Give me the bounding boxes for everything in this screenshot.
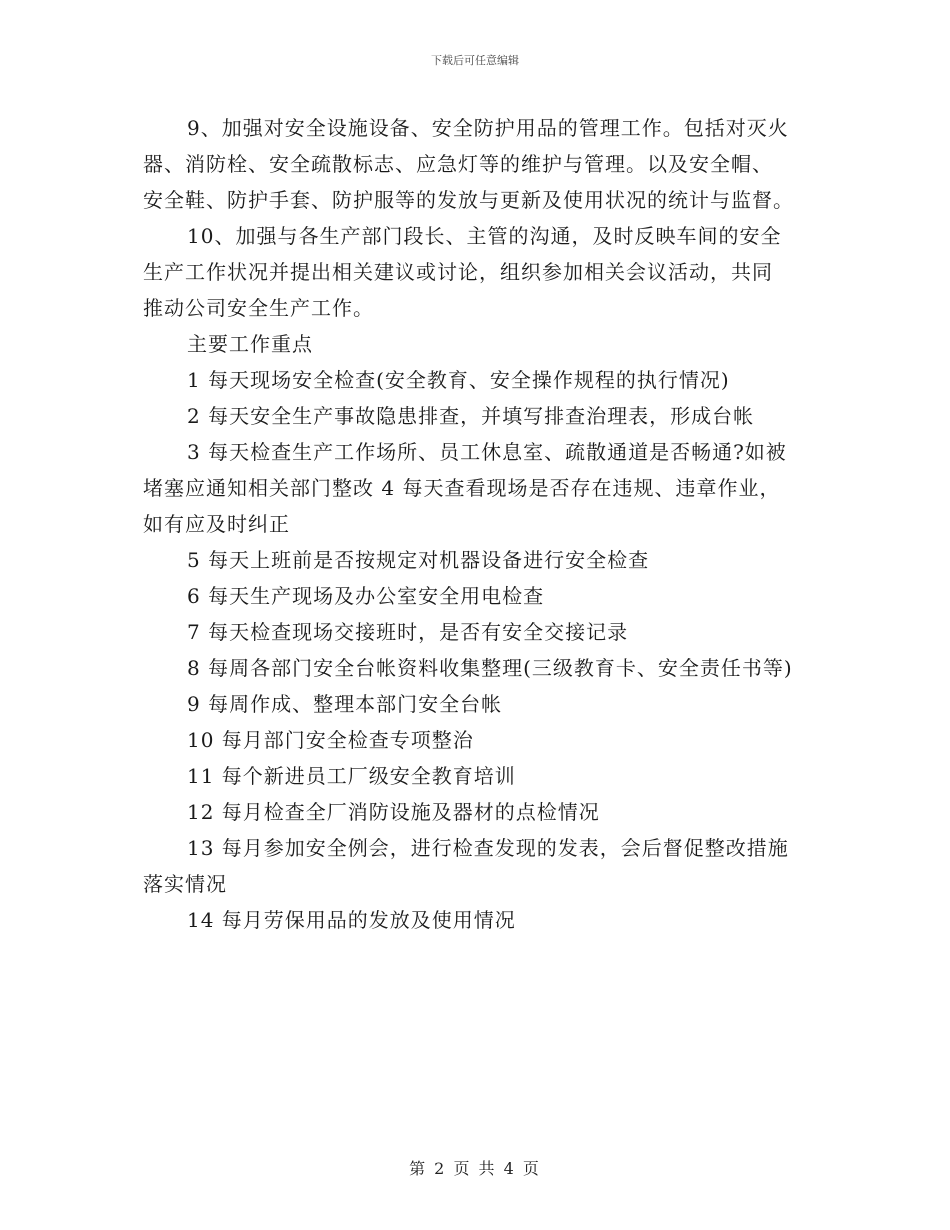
list-item-continuation: 堵塞应通知相关部门整改 4 每天查看现场是否存在违规、违章作业， xyxy=(143,476,781,500)
list-item: 11 每个新进员工厂级安全教育培训 xyxy=(187,764,516,788)
list-item: 1 每天现场安全检查(安全教育、安全操作规程的执行情况) xyxy=(187,368,730,392)
list-item: 3 每天检查生产工作场所、员工休息室、疏散通道是否畅通?如被 xyxy=(187,440,787,464)
list-item-continuation: 如有应及时纠正 xyxy=(143,512,290,536)
list-item: 5 每天上班前是否按规定对机器设备进行安全检查 xyxy=(187,548,650,572)
page-header: 下载后可任意编辑 xyxy=(431,54,519,67)
list-item: 6 每天生产现场及办公室安全用电检查 xyxy=(187,584,545,608)
page-number-footer: 第 2 页 共 4 页 xyxy=(409,1159,541,1178)
text-line: 安全鞋、防护手套、防护服等的发放与更新及使用状况的统计与监督。 xyxy=(143,188,794,212)
text-line: 10、加强与各生产部门段长、主管的沟通，及时反映车间的安全 xyxy=(187,224,782,248)
text-line: 推动公司安全生产工作。 xyxy=(143,296,374,320)
list-item-continuation: 落实情况 xyxy=(143,872,227,896)
list-item: 12 每月检查全厂消防设施及器材的点检情况 xyxy=(187,800,600,824)
section-heading: 主要工作重点 xyxy=(187,332,313,356)
list-item: 2 每天安全生产事故隐患排查，并填写排查治理表，形成台帐 xyxy=(187,404,755,428)
list-item: 7 每天检查现场交接班时，是否有安全交接记录 xyxy=(187,620,629,644)
text-line: 器、消防栓、安全疏散标志、应急灯等的维护与管理。以及安全帽、 xyxy=(143,152,773,176)
document-body xyxy=(143,110,813,938)
list-item: 13 每月参加安全例会，进行检查发现的发表，会后督促整改措施 xyxy=(187,836,789,860)
list-item: 8 每周各部门安全台帐资料收集整理(三级教育卡、安全责任书等) xyxy=(187,656,793,680)
list-item: 9 每周作成、整理本部门安全台帐 xyxy=(187,692,503,716)
list-item: 14 每月劳保用品的发放及使用情况 xyxy=(187,908,516,932)
list-item: 10 每月部门安全检查专项整治 xyxy=(187,728,474,752)
text-line: 9、加强对安全设施设备、安全防护用品的管理工作。包括对灭火 xyxy=(187,116,789,140)
text-line: 生产工作状况并提出相关建议或讨论，组织参加相关会议活动，共同 xyxy=(143,260,773,284)
